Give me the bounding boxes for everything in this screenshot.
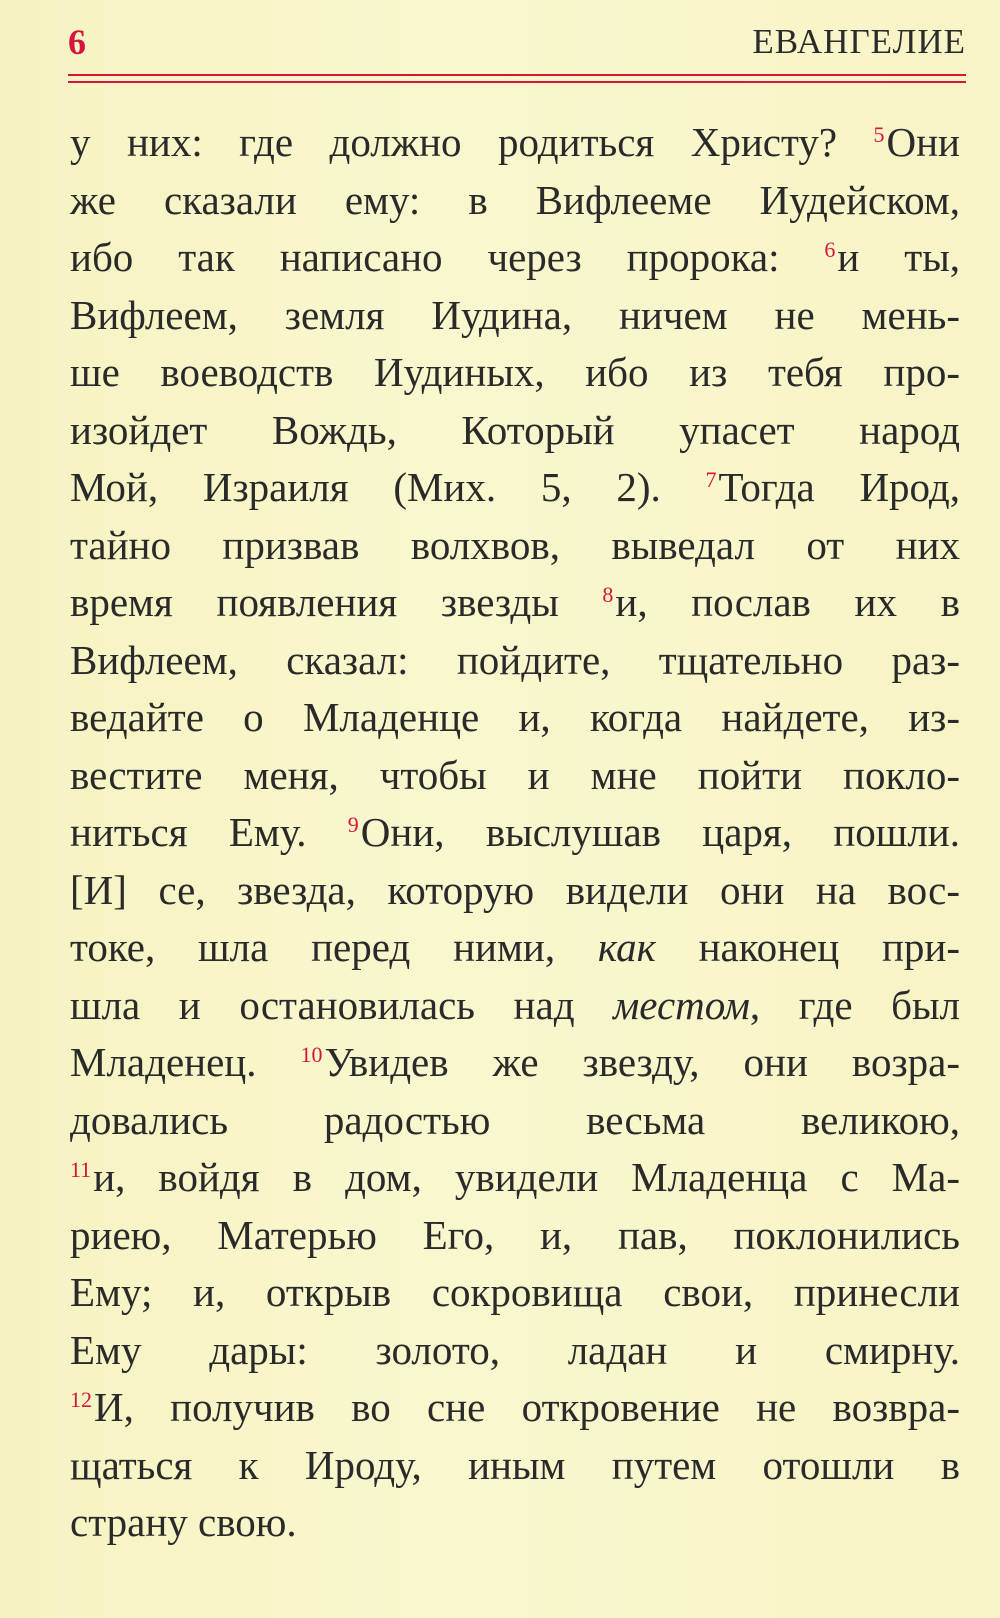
text-line (70, 632, 960, 690)
verse-number: 11 (70, 1157, 92, 1182)
text-segment: тайно призвав волхвов, выведал от них (70, 521, 960, 568)
text-segment: Увидев же звезду, они возра- (324, 1039, 960, 1085)
text-segment: изойдет Вождь, Который упасет народ (70, 406, 960, 453)
text-line (70, 402, 960, 460)
text-segment: токе, шла перед ними, (70, 924, 598, 970)
text-segment: наконец при- (655, 924, 960, 970)
text-line (70, 862, 960, 920)
verse-number: 7 (705, 467, 717, 492)
text-segment: шла и остановилась над (70, 981, 614, 1028)
text-line (70, 517, 960, 575)
text-segment: довались радостью весьма великою, (70, 1096, 960, 1143)
text-line (70, 1322, 960, 1380)
page-header (68, 18, 966, 78)
text-segment: ибо так написано через пророка: (70, 234, 825, 280)
text-segment: ше воеводств Иудиных, ибо из тебя про- (70, 349, 960, 395)
text-line (70, 459, 960, 517)
text-segment: вестите меня, чтобы и мне пойти покло- (70, 751, 960, 798)
text-segment: Тогда Ирод, (718, 464, 960, 510)
text-line (70, 1092, 960, 1150)
text-line (70, 229, 960, 287)
text-line (70, 287, 960, 345)
text-line (70, 1264, 960, 1322)
text-segment: Ему; и, открыв сокровища свои, принесли (70, 1269, 960, 1315)
text-segment: Младенец. (70, 1039, 301, 1085)
text-segment: Вифлеем, сказал: пойдите, тщательно раз- (70, 636, 960, 683)
page-number: 6 (68, 22, 86, 62)
verse-number: 6 (824, 237, 836, 262)
text-line (70, 344, 960, 402)
text-segment: Они (886, 119, 960, 165)
text-line (70, 1207, 960, 1265)
text-line (70, 747, 960, 805)
text-line (70, 172, 960, 230)
italic-word: как (597, 924, 656, 970)
text-segment: и, войдя в дом, увидели Младенца с Ма- (93, 1154, 960, 1200)
verse-number: 8 (602, 582, 614, 607)
text-segment: риею, Матерью Его, и, пав, поклонились (70, 1211, 960, 1258)
scripture-text (70, 114, 960, 1552)
text-segment: время появления звезды (70, 579, 603, 625)
text-segment: Мой, Израиля (Мих. 5, 2). (70, 464, 706, 510)
text-segment: и ты, (837, 234, 961, 280)
header-rule-top (68, 74, 966, 76)
text-line (70, 919, 960, 977)
text-segment: , где был (749, 981, 960, 1028)
text-line (70, 1379, 960, 1437)
text-line (70, 574, 960, 632)
verse-number: 9 (347, 812, 359, 837)
text-segment: И, получив во сне откровение не возвра- (94, 1384, 960, 1430)
italic-word: местом (613, 981, 750, 1028)
text-line (70, 1494, 960, 1552)
text-segment: у них: где должно родиться Христу? (70, 119, 874, 165)
text-segment: Ему дары: золото, ладан и смирну. (70, 1326, 960, 1373)
verse-number: 10 (300, 1042, 323, 1067)
text-line (70, 689, 960, 747)
text-line (70, 1149, 960, 1207)
text-line (70, 114, 960, 172)
text-line (70, 1437, 960, 1495)
text-segment: [И] се, звезда, которую видели они на вос- (70, 866, 960, 913)
text-line (70, 977, 960, 1035)
text-segment: Они, выслушав царя, пошли. (360, 809, 960, 855)
text-segment: же сказали ему: в Вифлееме Иудейском, (70, 176, 960, 223)
text-segment: ниться Ему. (70, 809, 348, 855)
verse-number: 5 (873, 122, 885, 147)
text-segment: щаться к Ироду, иным путем отошли в (70, 1441, 960, 1488)
text-segment: и, послав их в (615, 579, 960, 625)
text-segment: ведайте о Младенце и, когда найдете, из- (70, 694, 960, 740)
text-segment: Вифлеем, земля Иудина, ничем не мень- (70, 291, 960, 338)
text-line (70, 1034, 960, 1092)
header-rule-bottom (68, 81, 966, 83)
verse-number: 12 (70, 1387, 92, 1412)
text-line (70, 804, 960, 862)
text-segment: страну свою. (70, 1499, 297, 1545)
running-title: ЕВАНГЕЛИЕ (752, 22, 966, 61)
